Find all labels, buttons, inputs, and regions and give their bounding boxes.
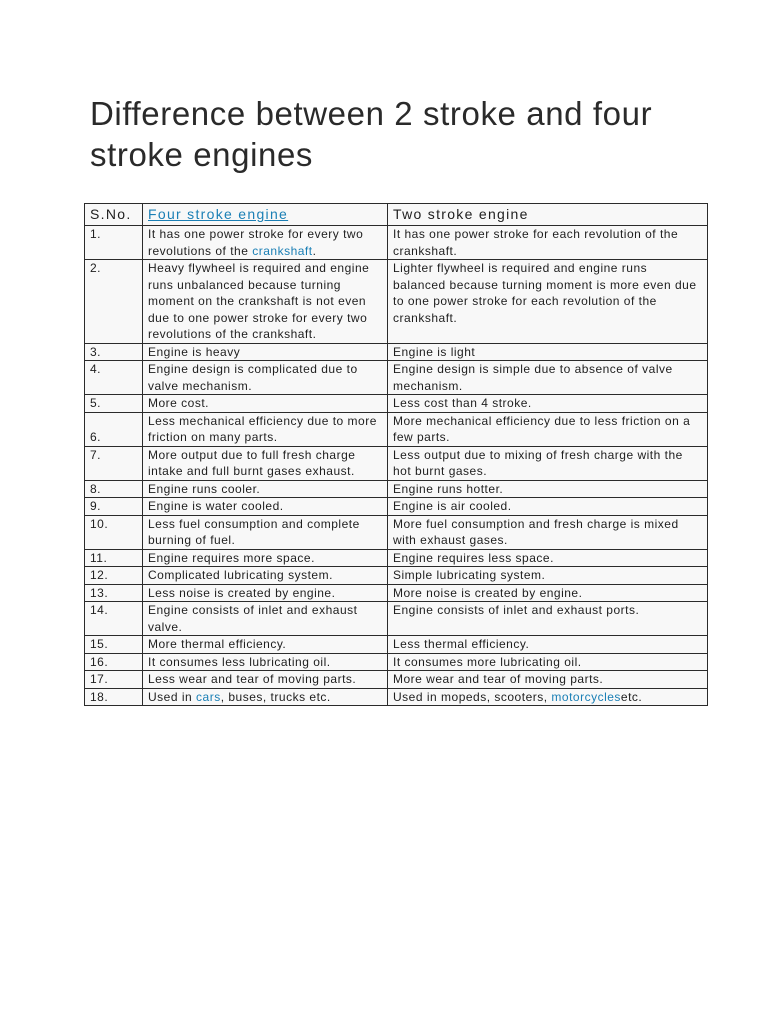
cell-four-stroke — [143, 567, 388, 585]
cell-text: Engine consists of inlet and exhaust ports. — [393, 603, 640, 617]
cell-text: Engine design is simple due to absence of valve mechanism. — [393, 362, 673, 393]
cell-sno: 4. — [85, 361, 143, 395]
table-row — [85, 584, 708, 602]
cell-text: More output due to full fresh charge intake and full burnt gases exhaust. — [148, 447, 356, 478]
table-row — [85, 226, 708, 260]
cell-four-stroke — [143, 260, 388, 344]
cars-link[interactable]: cars — [196, 689, 221, 704]
cell-text: Engine consists of inlet and exhaust valve. — [148, 603, 358, 634]
cell-four-stroke — [143, 671, 388, 689]
cell-two-stroke — [388, 515, 708, 549]
cell-two-stroke — [388, 361, 708, 395]
cell-text: Less noise is created by engine. — [148, 585, 336, 600]
cell-four-stroke — [143, 584, 388, 602]
table-row — [85, 549, 708, 567]
cell-four-stroke — [143, 549, 388, 567]
cell-two-stroke — [388, 602, 708, 636]
cell-two-stroke — [388, 671, 708, 689]
cell-sno: 13. — [85, 584, 143, 602]
cell-four-stroke — [143, 226, 388, 260]
cell-sno: 10. — [85, 515, 143, 549]
cell-text: Less wear and tear of moving parts. — [148, 672, 357, 686]
table-row — [85, 498, 708, 516]
cell-text: It has one power stroke for every two revolutions of the — [148, 227, 364, 258]
cell-sno: 18. — [85, 688, 143, 706]
cell-two-stroke — [388, 584, 708, 602]
four-stroke-engine-link[interactable]: Four stroke engine — [148, 206, 289, 222]
cell-two-stroke — [388, 446, 708, 480]
header-sno: S.No. — [85, 204, 143, 226]
cell-two-stroke — [388, 412, 708, 446]
cell-two-stroke — [388, 260, 708, 344]
cell-text: etc. — [620, 689, 643, 704]
cell-sno: 8. — [85, 480, 143, 498]
cell-sno: 2. — [85, 260, 143, 344]
cell-text: Engine is water cooled. — [148, 499, 284, 513]
comparison-table — [84, 203, 708, 706]
table-row — [85, 412, 708, 446]
cell-four-stroke — [143, 688, 388, 706]
cell-two-stroke — [388, 567, 708, 585]
header-four-stroke[interactable] — [143, 204, 388, 226]
cell-text: Less thermal efficiency. — [393, 637, 530, 651]
cell-text: Less output due to mixing of fresh charge with the hot burnt gases. — [393, 447, 683, 478]
table-row — [85, 515, 708, 549]
cell-text: Less cost than 4 stroke. — [393, 396, 532, 410]
table-header-row — [85, 204, 708, 226]
crankshaft-link[interactable]: crankshaft — [252, 243, 313, 258]
cell-text: Engine is air cooled. — [393, 499, 512, 513]
cell-two-stroke — [388, 498, 708, 516]
cell-four-stroke — [143, 515, 388, 549]
cell-two-stroke — [388, 480, 708, 498]
cell-text: Engine is light — [393, 344, 476, 359]
cell-text: It consumes more lubricating oil. — [393, 654, 582, 669]
cell-four-stroke — [143, 602, 388, 636]
cell-text: More wear and tear of moving parts. — [393, 672, 604, 686]
table-row — [85, 395, 708, 413]
cell-four-stroke — [143, 395, 388, 413]
cell-sno: 5. — [85, 395, 143, 413]
cell-two-stroke — [388, 226, 708, 260]
cell-four-stroke — [143, 498, 388, 516]
cell-text: More thermal efficiency. — [148, 637, 287, 651]
cell-text: Engine design is complicated due to valve mechanism. — [148, 362, 358, 393]
cell-sno: 9. — [85, 498, 143, 516]
cell-text: It consumes less lubricating oil. — [148, 654, 331, 669]
cell-sno: 12. — [85, 567, 143, 585]
cell-text: Complicated lubricating system. — [148, 568, 333, 582]
cell-two-stroke — [388, 549, 708, 567]
cell-text: Heavy flywheel is required and engine runs unbalanced because turning moment on the crankshaft is not even due to one power stroke for every two revolutions of the crankshaft. — [148, 261, 370, 341]
table-row — [85, 361, 708, 395]
header-two-stroke: Two stroke engine — [388, 204, 708, 226]
cell-text: Less mechanical efficiency due to more friction on many parts. — [148, 413, 377, 444]
cell-text: Simple lubricating system. — [393, 568, 546, 582]
motorcycles-link[interactable]: motorcycles — [551, 689, 621, 704]
table-row — [85, 602, 708, 636]
cell-text: . — [312, 243, 317, 258]
cell-text: Engine runs cooler. — [148, 481, 261, 496]
cell-text: Engine is heavy — [148, 344, 241, 359]
cell-sno: 6. — [85, 412, 143, 446]
cell-two-stroke — [388, 343, 708, 361]
cell-text: Less fuel consumption and complete burning of fuel. — [148, 516, 360, 547]
cell-text: Engine requires less space. — [393, 550, 554, 565]
cell-four-stroke — [143, 480, 388, 498]
cell-sno: 15. — [85, 636, 143, 654]
cell-text: Used in — [148, 689, 197, 704]
cell-four-stroke — [143, 412, 388, 446]
cell-text: Engine runs hotter. — [393, 481, 504, 496]
page-title: Difference between 2 stroke and four stroke engines — [90, 95, 653, 173]
cell-four-stroke — [143, 361, 388, 395]
cell-two-stroke — [388, 395, 708, 413]
cell-two-stroke — [388, 688, 708, 706]
cell-sno: 7. — [85, 446, 143, 480]
cell-sno: 14. — [85, 602, 143, 636]
cell-two-stroke — [388, 653, 708, 671]
table-row — [85, 343, 708, 361]
cell-sno: 17. — [85, 671, 143, 689]
cell-four-stroke — [143, 636, 388, 654]
cell-text: More fuel consumption and fresh charge is mixed with exhaust gases. — [393, 516, 679, 547]
cell-four-stroke — [143, 446, 388, 480]
cell-four-stroke — [143, 653, 388, 671]
table-row — [85, 688, 708, 706]
table-body — [85, 226, 708, 706]
cell-text: It has one power stroke for each revolution of the crankshaft. — [393, 227, 679, 258]
cell-two-stroke — [388, 636, 708, 654]
cell-four-stroke — [143, 343, 388, 361]
cell-text: More noise is created by engine. — [393, 585, 583, 600]
table-row — [85, 567, 708, 585]
cell-text: Lighter flywheel is required and engine runs balanced because turning moment is more even due to one power stroke for each revolution of the crankshaft. — [393, 261, 697, 325]
table-row — [85, 671, 708, 689]
cell-text: More mechanical efficiency due to less friction on a few parts. — [393, 413, 691, 444]
cell-text: , buses, trucks etc. — [220, 689, 331, 704]
cell-text: Used in mopeds, scooters, — [393, 689, 552, 704]
table-row — [85, 480, 708, 498]
cell-text: More cost. — [148, 396, 210, 410]
cell-text: Engine requires more space. — [148, 550, 315, 565]
table-row — [85, 260, 708, 344]
cell-sno: 1. — [85, 226, 143, 260]
cell-sno: 3. — [85, 343, 143, 361]
cell-sno: 16. — [85, 653, 143, 671]
table-row — [85, 636, 708, 654]
cell-sno: 11. — [85, 549, 143, 567]
table-row — [85, 653, 708, 671]
table-row — [85, 446, 708, 480]
